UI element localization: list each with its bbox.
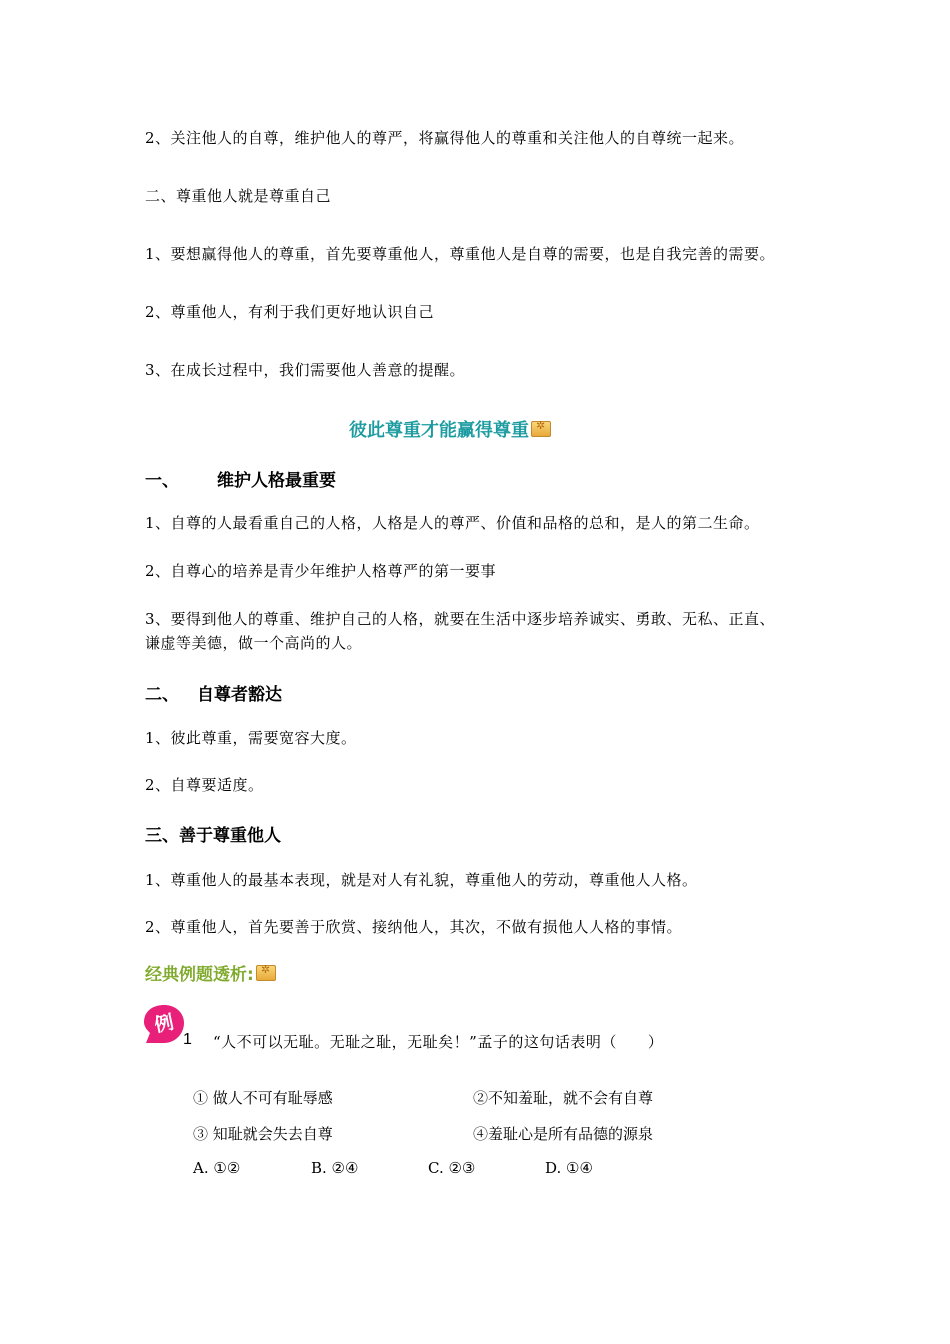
part2-heading: [145, 680, 282, 705]
part3-item-1: 1、尊重他人的最基本表现，就是对人有礼貌，尊重他人的劳动，尊重他人人格。: [145, 871, 698, 889]
text-line-5: 3、在成长过程中，我们需要他人善意的提醒。: [145, 361, 466, 379]
text-line-4: 2、尊重他人，有利于我们更好地认识自己: [145, 303, 435, 321]
part3-heading: 三、善于尊重他人: [145, 826, 281, 846]
part1-item-1: 1、自尊的人最看重自己的人格，人格是人的尊严、价值和品格的总和，是人的第二生命。: [145, 514, 760, 532]
part1-heading-text: 维护人格最重要: [217, 471, 336, 491]
choice-a[interactable]: A. ①②: [193, 1159, 241, 1177]
choice-c[interactable]: C. ②③: [428, 1159, 476, 1177]
question-text: “人不可以无耻。无耻之耻，无耻矣！”孟子的这句话表明（ ）: [213, 1033, 664, 1051]
part1-item-3: 3、要得到他人的尊重、维护自己的人格，就要在生活中逐步培养诚实、勇敢、无私、正直、: [145, 610, 776, 628]
text-line-2: 二、尊重他人就是尊重自己: [145, 187, 332, 205]
folder-icon: [256, 965, 276, 981]
choice-b[interactable]: B. ②④: [311, 1159, 359, 1177]
part1-heading: [145, 466, 336, 491]
choice-d[interactable]: D. ①④: [545, 1159, 593, 1177]
part2-heading-text: 自尊者豁达: [197, 685, 282, 705]
part2-heading-num: 二、: [145, 685, 179, 705]
part2-item-1: 1、彼此尊重，需要宽容大度。: [145, 729, 357, 747]
example-title-text: 经典例题透析:: [145, 965, 254, 985]
folder-icon: [531, 421, 551, 437]
statement-3: ③ 知耻就会失去自尊: [193, 1125, 333, 1143]
text-line-3: 1、要想赢得他人的尊重，首先要尊重他人，尊重他人是自尊的需要，也是自我完善的需要。: [145, 245, 776, 263]
example-title: [145, 960, 276, 985]
section-title-text: 彼此尊重才能赢得尊重: [349, 420, 529, 441]
statement-4: ④羞耻心是所有品德的源泉: [473, 1125, 654, 1143]
text-line-1: 2、关注他人的自尊，维护他人的尊严，将赢得他人的尊重和关注他人的自尊统一起来。: [145, 129, 745, 147]
example-badge-icon: [142, 1003, 186, 1045]
statement-2: ②不知羞耻，就不会有自尊: [473, 1089, 654, 1107]
section-title: [0, 416, 900, 442]
question-number: 1: [183, 1031, 192, 1048]
part2-item-2: 2、自尊要适度。: [145, 776, 264, 794]
part1-item-2: 2、自尊心的培养是青少年维护人格尊严的第一要事: [145, 562, 497, 580]
example-badge-char: 例: [152, 1011, 176, 1037]
part3-item-2: 2、尊重他人，首先要善于欣赏、接纳他人，其次，不做有损他人人格的事情。: [145, 918, 683, 936]
part1-heading-num: 一、: [145, 471, 179, 491]
part1-item-3-cont: 谦虚等美德，做一个高尚的人。: [145, 634, 363, 652]
statement-1: ① 做人不可有耻辱感: [193, 1089, 333, 1107]
